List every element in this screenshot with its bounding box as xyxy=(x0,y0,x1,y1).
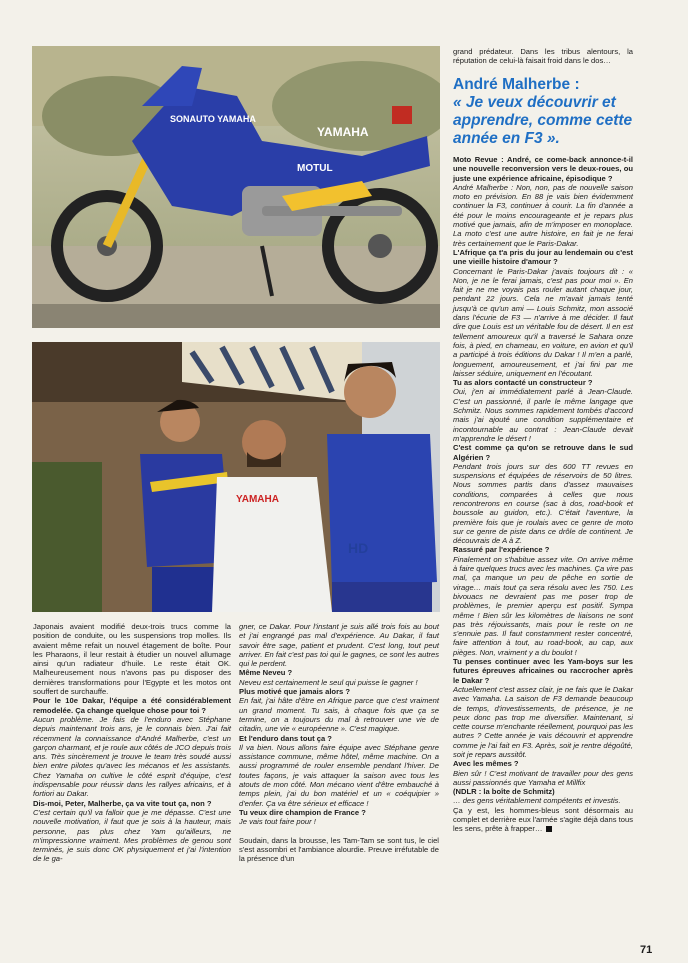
question: Tu as alors contacté un constructeur ? xyxy=(453,378,593,388)
outro-text: Ça y est, les hommes-bleus sont désormais au complet et derrière eux l'armée s'agite déjà dans tous les sens, prête à frapper… xyxy=(453,805,633,834)
paragraph: Soudain, dans la brousse, les Tam-Tam se sont tus, le ciel s'est assombri et l'ambiance alourdie. Preuve irréfutable de la présence d'un xyxy=(239,835,439,864)
bike-brand-label: YAMAHA xyxy=(317,125,369,139)
question: Moto Revue : André, ce come-back annonce-t-il une nouvelle reconversion vers le deux-roues, ou juste une expérience africaine, épisodique ? xyxy=(453,155,633,183)
motorcycle-illustration xyxy=(32,46,440,328)
column-left xyxy=(33,622,231,864)
tank-label: SONAUTO YAMAHA xyxy=(170,114,256,124)
question: C'est comme ça qu'on se retrouve dans le sud Algérien ? xyxy=(453,443,633,462)
headline-quote: « Je veux découvrir et apprendre, comme cette année en F3 ». xyxy=(453,94,633,147)
paragraph: Japonais avaient modifié deux-trois trucs comme la position de conduite, ou les suspensions trop molles. Ils avaient même refait un nouvel étagement de boîte. Pour les Pharaons, il leur restait à étudier un nouvel allumage ainsi qu'un radiateur d'huile. Le reste était OK. Malheureusement nous n'avons pas pu disposer des dernières transformations pour l'Egypte et les motos ont souffert de surchauffe. xyxy=(33,622,231,697)
question: Pour le 10e Dakar, l'équipe a été considérablement remodelée. Ça change quelque chose pour toi ? xyxy=(33,696,231,715)
paragraph xyxy=(453,806,633,834)
page-number: 71 xyxy=(640,944,653,956)
interview-headline xyxy=(453,76,633,148)
answer: Pendant trois jours sur des 600 TT revues en suspensions et équipées de réservoirs de 50 litres. Nous sommes partis dans d'assez mauvaises conditions, comparées à celles que nous rencontrerons en course (sac à dos, road-book et boussole au guidon, etc.). C'était l'aventure, la première fois que je roulais avec ce genre de moto sur ce genre de piste dans ce drôle de continent. Je découvrais de A à Z. xyxy=(453,461,633,546)
column-right-intro xyxy=(453,47,633,66)
column-middle xyxy=(239,622,439,863)
headline-name: André Malherbe : xyxy=(453,76,580,93)
question: Et l'enduro dans tout ça ? xyxy=(239,733,332,743)
answer: Finalement on s'habitue assez vite. On arrive même à faire quelques trucs avec les machines. Ça vire pas mal, ça manque un peu de pêche en sortie de virage… mais tout ça sera résolu avec les 750. Les bivouacs ne devraient pas me poser trop de problèmes, le premier aperçu est positif. Sympa même ! Bien sûr les kilomètres de liaisons ne sont pas très réjouissants, mais pour le reste on ne s'ennuie pas. Il faut constamment rester concentré, faire attention à tout, au road-book, au cap, aux pièges. Non, vraiment y a du boulot ! xyxy=(453,554,633,657)
end-square-icon xyxy=(546,826,552,832)
question: Même Neveu ? xyxy=(239,668,293,678)
shirt-text: YAMAHA xyxy=(236,494,279,505)
riders-illustration xyxy=(32,342,440,612)
answer: … des gens véritablement compétents et investis. xyxy=(453,796,621,806)
answer: Bien sûr ! C'est motivant de travailler pour des gens aussi passionnés que Yamaha et Millfix xyxy=(453,768,633,787)
answer: gner, ce Dakar. Pour l'instant je suis allé trois fois au bout et j'ai engrangé pas mal d'expérience. Au Dakar, il faut savoir être sage, patient et prudent. C'est long, tout peut arriver. En fait c'est pas toi qui le gagnes, ce sont les autres qui le perdent. xyxy=(239,622,439,669)
photo-riders xyxy=(32,342,440,612)
column-right xyxy=(453,155,633,834)
photo-motorcycle xyxy=(32,46,440,328)
photo-watermark: HD xyxy=(348,540,369,556)
answer: Neveu est certainement le seul qui puisse le gagner ! xyxy=(239,677,418,687)
answer: Concernant le Paris-Dakar j'avais toujours dit : « Non, je ne le ferai jamais, c'est pas pour moi ». En fait je ne me voyais pas rouler autant chaque jour, pendant 22 jours. Cela ne m'avait jamais tenté jusqu'à ce qu'un ami — Louis Schmitz, mon associé dans l'écurie de F3 — n'arrive à me décider. Il faut dire que Louis est un véritable fou de désert. Il en est tellement amoureux qu'il a traversé le Sahara onze fois, à pied, en chameau, en voiture, en avion et qu'il a participé à trois éditions du Dakar ! Il m'en a parlé, longuement, amoureusement, et j'ai fini par me laisser séduire, uniquement en l'écoutant. xyxy=(453,266,633,378)
answer: André Malherbe : Non, non, pas de nouvelle saison moto en prévision. En 88 je vais bien évidemment continuer la F3, continuer à courir. La fin d'année a été pour le moins encourageante et je repars plus motivé que jamais, afin de m'imposer en monoplace. La moto c'est une autre histoire, en fait je ne ferai très certainement que le Paris-Dakar. xyxy=(453,182,633,248)
question: (NDLR : la boîte de Schmitz) xyxy=(453,787,555,797)
answer: En fait, j'ai hâte d'être en Afrique parce que c'est vraiment un grand moment. Tu sais, à chaque fois que ça se termine, on a toujours du mal à retrouver une vie de citadin, une vie « européenne ». C'est magique. xyxy=(239,696,439,734)
question: Tu veux dire champion de France ? xyxy=(239,807,366,817)
answer: Aucun problème. Je fais de l'enduro avec Stéphane depuis maintenant trois ans, je le connais bien. J'ai fait récemment la connaissance d'André Malherbe, c'est un garçon charmant, et je roule aux côtés de JCO depuis trois ans. Très sincèrement je trouve le team très soudé aussi bien entre pilotes qu'avec les mécanos et les assistants. Chez Yamaha on cultive le côté esprit d'équipe, c'est indispensable pour réussir dans les rallyes africains, et à fortiori au Dakar. xyxy=(33,714,231,799)
question: Rassuré par l'expérience ? xyxy=(453,545,550,555)
answer: Oui, j'en ai immédiatement parlé à Jean-Claude. C'est un passionné, il parle le même langage que Schmitz. Nous sommes rapidement tombés d'accord mais j'ai ajouté une condition supplémentaire et incontournable au contrat : Jean-Claude devait m'apprendre le désert ! xyxy=(453,387,633,443)
paragraph: grand prédateur. Dans les tribus alentours, la réputation de celui-là faisait froid dans le dos… xyxy=(453,47,633,66)
question: Plus motivé que jamais alors ? xyxy=(239,687,350,697)
sponsor-label: MOTUL xyxy=(297,163,333,174)
answer: Je vais tout faire pour ! xyxy=(239,817,316,827)
question: Avec les mêmes ? xyxy=(453,759,519,769)
answer: Il va bien. Nous allons faire équipe avec Stéphane genre assistance commune, même hôtel, même machine. On a aussi programmé de rouler ensemble pendant l'hiver. De toutes façons, je vais attaquer la saison avec tous les atouts de mon côté. Mon mécano vient d'être embauché à temps plein, j'ai du bon matériel et un « coéquipier » d'enfer. Ça va être sérieux et efficace ! xyxy=(239,742,439,808)
answer: Actuellement c'est assez clair, je ne fais que le Dakar avec Yamaha. La saison de F3 demande beaucoup de temps, d'investissements, de présence, je ne peux donc pas trop me diversifier. Maintenant, si cette course m'enchante réellement, pourquoi pas les autres ? Cette année je vais découvrir et apprendre comme je l'ai fait en F3. Après, soit je rentre dégoûté, soit je repars aussitôt. xyxy=(453,684,634,759)
question: L'Afrique ça t'a pris du jour au lendemain ou c'est une vieille histoire d'amour ? xyxy=(453,247,633,267)
answer: C'est certain qu'il va falloir que je me dépasse. C'est une nouvelle motivation, il faut que je sois à la hauteur, mais personne, pas plus chez Yam qu'ailleurs, ne m'impressionne vraiment. Mes problèmes de genou sont terminés, je suis donc OK physiquement et j'ai l'intention de le ga- xyxy=(33,807,231,864)
question: Dis-moi, Peter, Malherbe, ça va vite tout ça, non ? xyxy=(33,798,212,808)
question: Tu penses continuer avec les Yam-boys sur les futures épreuves africaines ou raccrocher après le Dakar ? xyxy=(453,657,633,685)
